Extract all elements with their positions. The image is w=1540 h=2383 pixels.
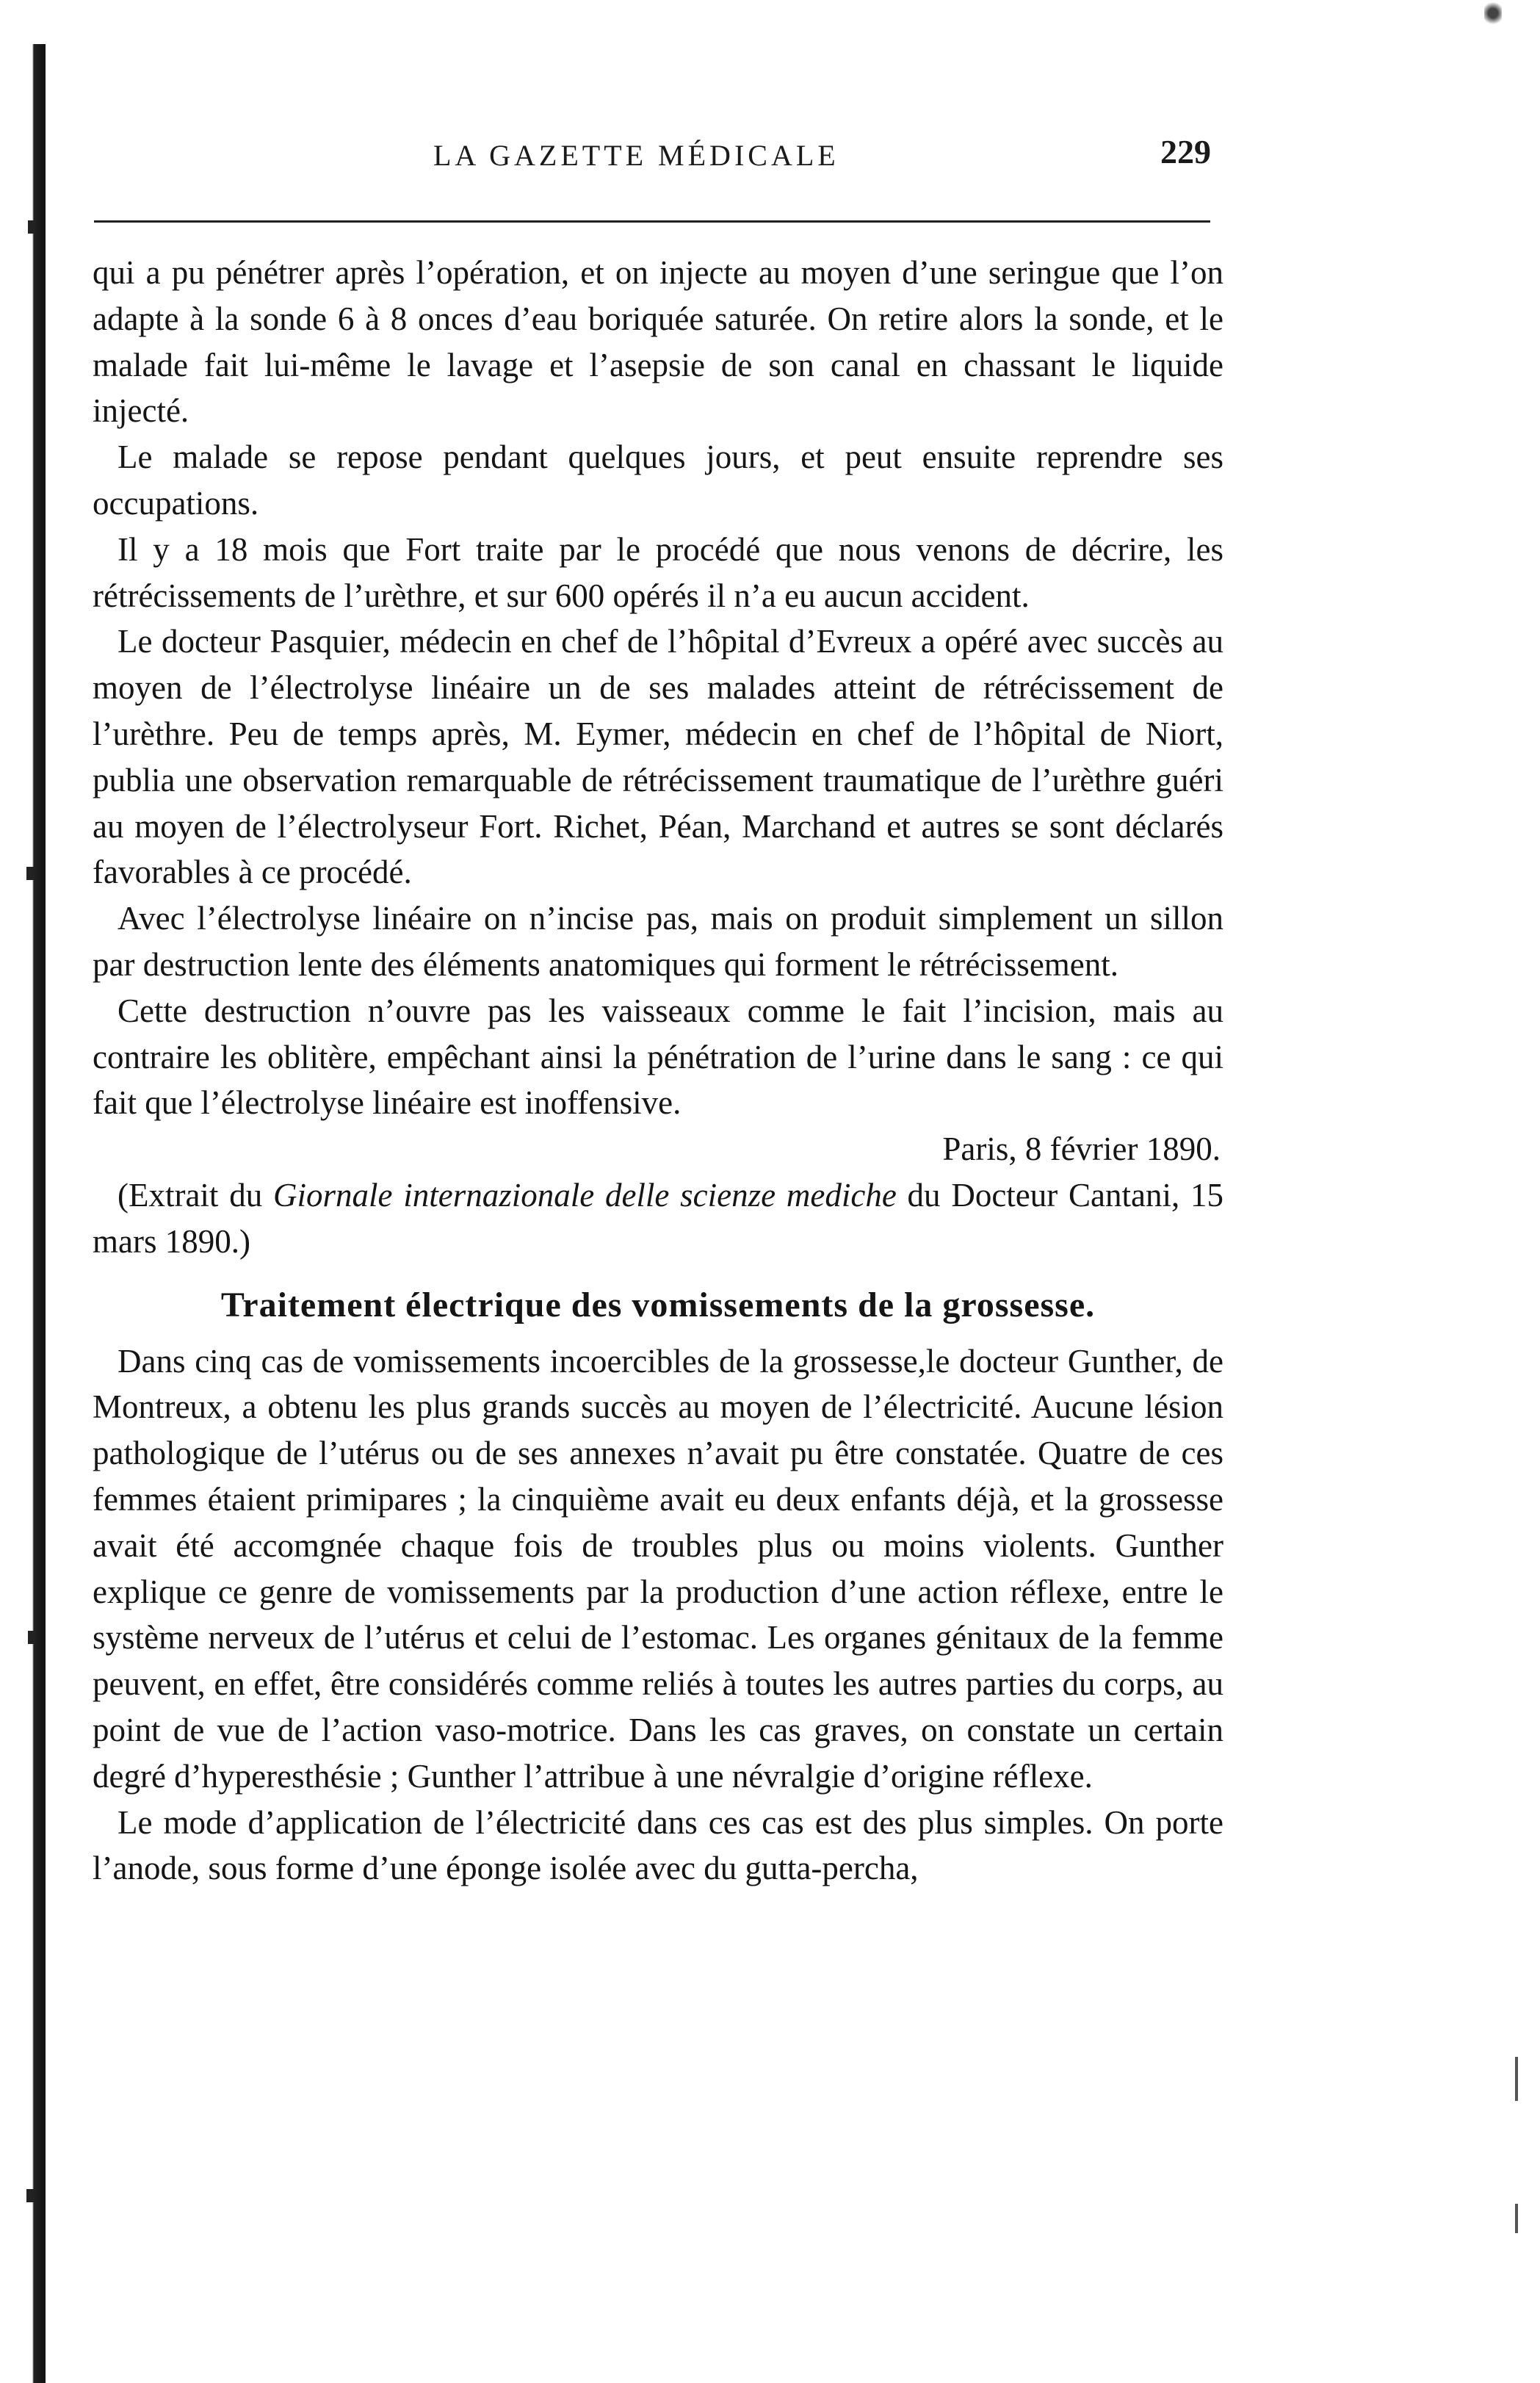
paragraph: Le mode d’application de l’électricité dans ces cas est des plus simples. On porte l’anode, sous forme d’une éponge isolée avec du gutta-percha, — [93, 1803, 1223, 1887]
binding-speck — [26, 2189, 34, 2202]
running-head — [88, 123, 1212, 182]
running-title: LA GAZETTE MÉDICALE — [433, 139, 839, 172]
paragraph: Le malade se repose pendant quelques jours, et peut ensuite reprendre ses occupations. — [93, 439, 1223, 522]
journal-title: Giornale internazionale delle scienze mediche — [272, 1176, 897, 1214]
binding-speck — [28, 1631, 35, 1644]
text-column — [93, 250, 1223, 1892]
paragraph: Il y a 18 mois que Fort traite par le procédé que nous venons de décrire, les rétrécissements de l’urèthre, et sur 600 opérés il n’a eu aucun accident. — [93, 530, 1223, 614]
header-rule — [94, 220, 1210, 223]
extract-citation — [93, 1172, 1223, 1265]
paragraph: Dans cinq cas de vomissements incoercibles de la grossesse,le docteur Gunther, de Montreux, a obtenu les plus grands succès au moyen de l’électricité. Aucune lésion pathologique de l’utérus ou de ses annexes n’avait pu être constatée. Quatre de ces femmes étaient primipares ; la cinquième avait eu deux enfants déjà, et la grossesse avait été accomgnée chaque fois de troubles plus ou moins violents. Gunther explique ce genre de vomissements par la production d’une action réflexe, entre le système nerveux de l’utérus et celui de l’estomac. Les organes génitaux de la femme peuvent, en effet, être considérés comme reliés à toutes les autres parties du corps, au point de vue de l’action vaso-motrice. Dans les cas graves, on constate un certain degré d’hyperesthésie ; Gunther l’attribue à une névralgie d’origine réflexe. — [93, 1342, 1223, 1795]
margin-speck — [1515, 2204, 1518, 2233]
margin-speck — [1515, 2057, 1518, 2101]
binding-edge-shadow — [0, 44, 46, 2383]
corner-ink-mark — [1484, 0, 1502, 26]
paragraph: Le docteur Pasquier, médecin en chef de l’hôpital d’Evreux a opéré avec succès au moyen de l’électrolyse linéaire un de ses malades atteint de rétrécissement de l’urèthre. Peu de temps après, M. Eymer, médecin en chef de l’hôpital de Niort, publia une observation remarquable de rétrécissement traumatique de l’urèthre guéri au moyen de l’électrolyseur Fort. Richet, Péan, Marchand et autres se sont déclarés favorables à ce procédé. — [93, 623, 1223, 891]
binding-speck — [28, 220, 35, 234]
paragraph: Avec l’électrolyse linéaire on n’incise pas, mais on produit simplement un sillon par destruction lente des éléments anatomiques qui forment le rétrécissement. — [93, 900, 1223, 983]
extract-prefix: (Extrait du — [118, 1176, 273, 1214]
paragraph: Cette destruction n’ouvre pas les vaisseaux comme le fait l’incision, mais au contraire les oblitère, empêchant ainsi la pénétration de l’urine dans le sang : ce qui fait que l’électrolyse linéaire est inoffensive. — [93, 992, 1223, 1122]
paragraph: qui a pu pénétrer après l’opération, et on injecte au moyen d’une seringue que l’on adapte à la sonde 6 à 8 onces d’eau boriquée saturée. On retire alors la sonde, et le malade fait lui-même le lavage et l’asepsie de son canal en chassant le liquide injecté. — [93, 254, 1223, 430]
binding-speck — [26, 867, 34, 880]
extract-suffix: du Docteur Cantani, 15 mars 1890.) — [93, 1176, 1223, 1260]
date-line: Paris, 8 février 1890. — [942, 1131, 1221, 1168]
section-heading: Traitement électrique des vomissements de la grossesse. — [220, 1285, 1096, 1324]
page-number: 229 — [1160, 133, 1211, 170]
